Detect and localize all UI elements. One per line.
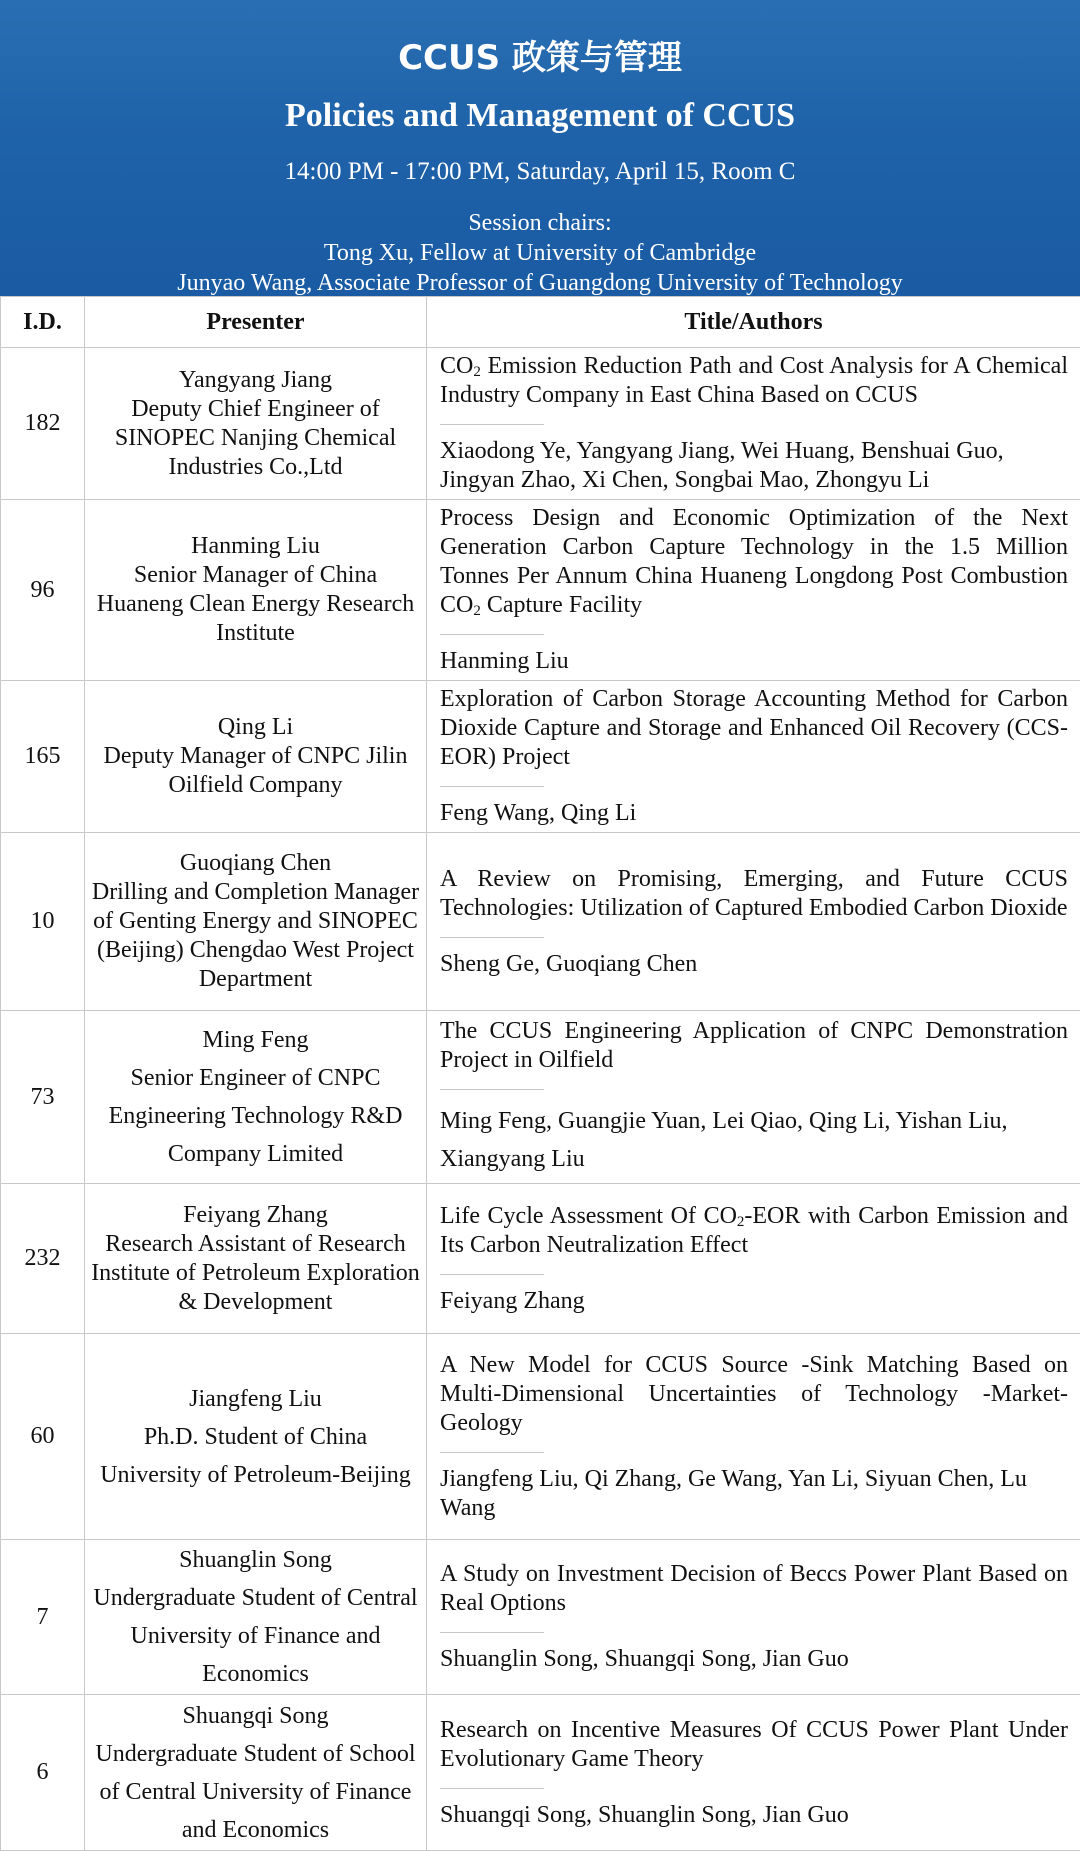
presenter-cell [85, 1695, 427, 1851]
row-id: 73 [1, 1011, 85, 1184]
title-authors-cell [427, 681, 1080, 833]
divider [440, 786, 544, 787]
title-authors-cell [427, 348, 1080, 500]
presenter-cell [85, 1184, 427, 1334]
table-row [1, 1184, 1080, 1334]
presenter-cell [85, 1334, 427, 1540]
paper-authors: Ming Feng, Guangjie Yuan, Lei Qiao, Qing Li, Yishan Liu, Xiangyang Liu [440, 1102, 1068, 1178]
table-row [1, 833, 1080, 1011]
column-header-id: I.D. [1, 297, 85, 348]
column-header-presenter: Presenter [85, 297, 427, 348]
table-row [1, 1334, 1080, 1540]
table-row [1, 1695, 1080, 1851]
title-authors-cell [427, 1695, 1080, 1851]
session-chairs [0, 208, 1080, 298]
paper-title: $CO_2$ Emission Reduction Path and Cost Analysis for A Chemical Industry Company in East China Based on CCUS [440, 352, 1068, 410]
divider [440, 937, 544, 938]
column-header-title: Title/Authors [427, 297, 1080, 348]
title-authors-cell [427, 500, 1080, 681]
paper-title: The CCUS Engineering Application of CNPC Demonstration Project in Oilfield [440, 1017, 1068, 1075]
title-authors-cell [427, 833, 1080, 1011]
chairs-label: Session chairs: [0, 208, 1080, 238]
presenter-name: Shuangqi Song [91, 1697, 420, 1735]
paper-authors: Feng Wang, Qing Li [440, 799, 1068, 828]
presenter-name: Jiangfeng Liu [91, 1380, 420, 1418]
row-id: 165 [1, 681, 85, 833]
row-id: 10 [1, 833, 85, 1011]
table-row [1, 1011, 1080, 1184]
presenter-cell [85, 833, 427, 1011]
schedule-table [0, 296, 1080, 1851]
chair-1: Tong Xu, Fellow at University of Cambridge [0, 238, 1080, 268]
presenter-name: Yangyang Jiang [91, 366, 420, 395]
paper-authors: Xiaodong Ye, Yangyang Jiang, Wei Huang, Benshuai Guo, Jingyan Zhao, Xi Chen, Songbai Mao, Zhongyu Li [440, 437, 1068, 495]
divider [440, 1452, 544, 1453]
paper-authors: Feiyang Zhang [440, 1287, 1068, 1316]
session-header [0, 0, 1080, 296]
presenter-name: Ming Feng [91, 1021, 420, 1059]
divider [440, 1788, 544, 1789]
paper-authors: Jiangfeng Liu, Qi Zhang, Ge Wang, Yan Li, Siyuan Chen, Lu Wang [440, 1465, 1068, 1523]
presenter-role: Research Assistant of Research Institute of Petroleum Exploration & Development [91, 1230, 420, 1317]
presenter-role: Deputy Manager of CNPC Jilin Oilfield Company [91, 742, 420, 800]
paper-title: Process Design and Economic Optimization of the Next Generation Carbon Capture Technology in the 1.5 Million Tonnes Per Annum China Huaneng Longdong Post Combustion $CO_2$ Capture Facility [440, 504, 1068, 620]
table-row [1, 348, 1080, 500]
presenter-role: Undergraduate Student of Central University of Finance and Economics [91, 1579, 420, 1693]
session-title-chinese: CCUS 政策与管理 [0, 30, 1080, 79]
title-authors-cell [427, 1334, 1080, 1540]
presenter-role: Undergraduate Student of School of Central University of Finance and Economics [91, 1735, 420, 1849]
paper-title: A Study on Investment Decision of Beccs Power Plant Based on Real Options [440, 1560, 1068, 1618]
session-time: 14:00 PM - 17:00 PM, Saturday, April 15, Room C [0, 158, 1080, 186]
divider [440, 634, 544, 635]
session-title-english: Policies and Management of CCUS [0, 97, 1080, 135]
divider [440, 1089, 544, 1090]
presenter-name: Shuanglin Song [91, 1541, 420, 1579]
paper-title: Exploration of Carbon Storage Accounting Method for Carbon Dioxide Capture and Storage and Enhanced Oil Recovery (CCS-EOR) Project [440, 685, 1068, 772]
presenter-role: Senior Engineer of CNPC Engineering Technology R&D Company Limited [91, 1059, 420, 1173]
presenter-role: Deputy Chief Engineer of SINOPEC Nanjing Chemical Industries Co.,Ltd [91, 395, 420, 482]
presenter-name: Qing Li [91, 713, 420, 742]
row-id: 6 [1, 1695, 85, 1851]
table-row [1, 500, 1080, 681]
table-row [1, 1540, 1080, 1695]
presenter-cell [85, 500, 427, 681]
paper-authors: Hanming Liu [440, 647, 1068, 676]
divider [440, 424, 544, 425]
paper-authors: Shuanglin Song, Shuangqi Song, Jian Guo [440, 1645, 1068, 1674]
paper-title: A Review on Promising, Emerging, and Future CCUS Technologies: Utilization of Captured Embodied Carbon Dioxide [440, 865, 1068, 923]
presenter-cell [85, 1540, 427, 1695]
row-id: 96 [1, 500, 85, 681]
divider [440, 1632, 544, 1633]
presenter-cell [85, 681, 427, 833]
presenter-role: Ph.D. Student of China University of Petroleum-Beijing [91, 1418, 420, 1494]
presenter-name: Feiyang Zhang [91, 1201, 420, 1230]
title-authors-cell [427, 1540, 1080, 1695]
title-authors-cell [427, 1011, 1080, 1184]
row-id: 232 [1, 1184, 85, 1334]
row-id: 182 [1, 348, 85, 500]
row-id: 60 [1, 1334, 85, 1540]
row-id: 7 [1, 1540, 85, 1695]
title-authors-cell [427, 1184, 1080, 1334]
paper-title: A New Model for CCUS Source -Sink Matching Based on Multi-Dimensional Uncertainties of Technology -Market-Geology [440, 1351, 1068, 1438]
presenter-role: Senior Manager of China Huaneng Clean Energy Research Institute [91, 561, 420, 648]
table-header-row [1, 297, 1080, 348]
table-row [1, 681, 1080, 833]
presenter-cell [85, 348, 427, 500]
paper-authors: Shuangqi Song, Shuanglin Song, Jian Guo [440, 1801, 1068, 1830]
paper-authors: Sheng Ge, Guoqiang Chen [440, 950, 1068, 979]
presenter-role: Drilling and Completion Manager of Genting Energy and SINOPEC (Beijing) Chengdao West Project Department [91, 878, 420, 994]
paper-title: Research on Incentive Measures Of CCUS Power Plant Under Evolutionary Game Theory [440, 1716, 1068, 1774]
presenter-cell [85, 1011, 427, 1184]
presenter-name: Guoqiang Chen [91, 849, 420, 878]
paper-title: Life Cycle Assessment Of $CO_2$-EOR with Carbon Emission and Its Carbon Neutralization Effect [440, 1202, 1068, 1260]
divider [440, 1274, 544, 1275]
presenter-name: Hanming Liu [91, 532, 420, 561]
chair-2: Junyao Wang, Associate Professor of Guangdong University of Technology [0, 268, 1080, 298]
